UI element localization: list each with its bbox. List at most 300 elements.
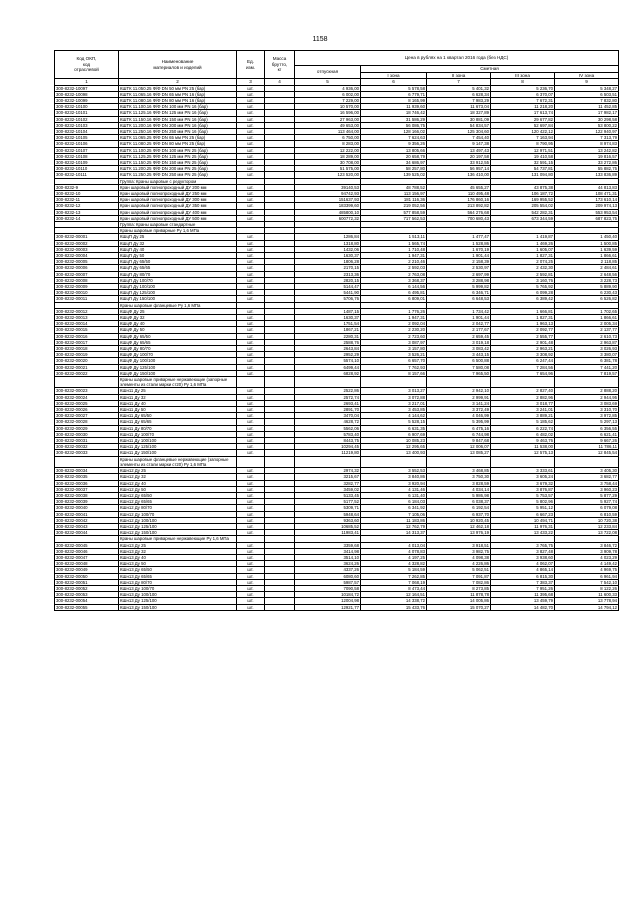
price-zone-3: 2 827,40 <box>491 388 555 394</box>
item-code: 300-8232-9 <box>55 184 119 190</box>
item-name: КШн13 Ду 25 <box>119 542 237 548</box>
item-code: 300-8232-00026 <box>55 407 119 413</box>
item-code: 300-8232-00044 <box>55 530 119 536</box>
price-zone-4: 8 974,83 <box>555 141 619 147</box>
item-unit: шт. <box>237 542 265 548</box>
price-zone-1: 1 710,48 <box>361 246 427 252</box>
item-unit: шт. <box>237 444 265 450</box>
price-zone-4: 3 909,78 <box>555 548 619 554</box>
price-zone-3: 5 185,62 <box>491 419 555 425</box>
price-zone-2: 3 918,51 <box>427 542 491 548</box>
price-zone-4: 30 298,58 <box>555 116 619 122</box>
item-unit: шт. <box>237 388 265 394</box>
price-zone-2: 6 346,71 <box>427 290 491 296</box>
price-zone-1: 10 085,23 <box>361 438 427 444</box>
item-unit: шт. <box>237 364 265 370</box>
item-code: 300-8232-00014 <box>55 321 119 327</box>
item-unit: шт. <box>237 296 265 302</box>
price-zone-2: 3 982,75 <box>427 548 491 554</box>
price-zone-4: 1 639,59 <box>555 246 619 252</box>
price-zone-2: 20 197,58 <box>427 153 491 159</box>
price-zone-2: 3 372,49 <box>427 407 491 413</box>
column-number: 3 <box>237 79 265 86</box>
header-code-line: отраслевой <box>74 67 99 73</box>
empty-cell <box>427 377 491 388</box>
price-zone-2: 2 659,45 <box>427 333 491 339</box>
price-zone-2: 2 999,91 <box>427 394 491 400</box>
item-unit: шт. <box>237 530 265 536</box>
price-zone-4: 3 972,85 <box>555 413 619 419</box>
price-zone-3: 7 672,31 <box>491 97 555 103</box>
price-zone-3: 3 679,32 <box>491 480 555 486</box>
price-zone-3: 1 469,26 <box>491 240 555 246</box>
price-zone-2: 3 141,24 <box>427 400 491 406</box>
price-zone-4: 6 621,41 <box>555 431 619 437</box>
item-name: КШТК 11.065.16 Ф/Ф DN 65 мм PN 16 (бар) <box>119 91 237 97</box>
price-zone-4: 7 542,10 <box>555 579 619 585</box>
price-release: 6828,92 <box>295 370 361 376</box>
item-unit: шт. <box>237 234 265 240</box>
price-release: 27 963,00 <box>295 116 361 122</box>
item-name: КШн11 Ду 100/100 <box>119 438 237 444</box>
price-zone-2: 6 500,88 <box>427 358 491 364</box>
item-name: КШцП Ду 65/50 <box>119 259 237 265</box>
price-zone-2: 2 158,39 <box>427 259 491 265</box>
header-code-line: код <box>82 61 91 67</box>
item-name: КШцП Ду 100/70 <box>119 277 237 283</box>
price-release: 12004,98 <box>295 598 361 604</box>
price-zone-3: 1 827,31 <box>491 252 555 258</box>
item-name: КШТК 11.150.25 Ф/Ф DN 150 мм PN 25 (бар) <box>119 159 237 165</box>
price-release: 3359,68 <box>295 542 361 548</box>
item-unit: шт. <box>237 159 265 165</box>
price-zone-4: 55 882,75 <box>555 166 619 172</box>
price-release: 8443,75 <box>295 438 361 444</box>
item-code: 300-8232-00017 <box>55 339 119 345</box>
price-zone-4: 19 816,57 <box>555 153 619 159</box>
price-zone-1: 6 495,81 <box>361 290 427 296</box>
price-zone-3: 6 482,02 <box>491 431 555 437</box>
table-row <box>55 604 619 610</box>
price-zone-4: 11 452,85 <box>555 104 619 110</box>
price-release: 2693,41 <box>295 400 361 406</box>
price-zone-4: 11 600,33 <box>555 592 619 598</box>
price-zone-2: 110 495,48 <box>427 190 491 196</box>
item-name: Кран шаровый полнопроходный ДУ 500 мм <box>119 215 237 221</box>
price-zone-4: 2 005,34 <box>555 321 619 327</box>
item-name: КШцФ Ду 80/70 <box>119 346 237 352</box>
item-unit: шт. <box>237 252 265 258</box>
price-release: 1432,06 <box>295 246 361 252</box>
table-row <box>55 172 619 178</box>
price-zone-2: 6 648,53 <box>427 296 491 302</box>
price-zone-2: 56 957,14 <box>427 166 491 172</box>
price-zone-1: 4 197,25 <box>361 554 427 560</box>
price-release: 5783,40 <box>295 431 361 437</box>
price-release: 5177,52 <box>295 499 361 505</box>
item-code: 300-8232-00015 <box>55 327 119 333</box>
item-code: 300-8232-10102 <box>55 116 119 122</box>
item-code: 300-8232-00027 <box>55 413 119 419</box>
price-zone-2: 6 475,16 <box>427 425 491 431</box>
item-unit: шт. <box>237 339 265 345</box>
price-zone-2: 2 530,97 <box>427 265 491 271</box>
price-zone-3: 1 963,13 <box>491 321 555 327</box>
price-zone-3: 131 094,80 <box>491 172 555 178</box>
price-zone-4: 13 722,08 <box>555 530 619 536</box>
item-name: КШцП Ду 50 <box>119 252 237 258</box>
item-unit: шт. <box>237 122 265 128</box>
price-zone-4: 2 944,95 <box>555 394 619 400</box>
item-unit: шт. <box>237 358 265 364</box>
price-zone-4: 173 610,14 <box>555 197 619 203</box>
item-unit: шт. <box>237 517 265 523</box>
item-code: 300-8232-00031 <box>55 438 119 444</box>
price-release: 113 464,00 <box>295 128 361 134</box>
price-zone-4: 6 381,78 <box>555 358 619 364</box>
section-title: Краны шаровые приварные нержавеющие Ру 1,6 МПа <box>119 536 237 542</box>
item-code: 300-8232-10108 <box>55 153 119 159</box>
price-release: 1487,15 <box>295 308 361 314</box>
price-release: 3470,04 <box>295 413 361 419</box>
header-mass-line: брутто, <box>271 61 288 67</box>
price-zone-1: 13 400,93 <box>361 450 427 456</box>
price-release: 30 708,00 <box>295 159 361 165</box>
price-release: 12921,77 <box>295 604 361 610</box>
price-zone-2: 11 673,04 <box>427 104 491 110</box>
price-zone-3: 3 333,61 <box>491 468 555 474</box>
item-code: 300-8232-10111 <box>55 172 119 178</box>
price-zone-3: 5 765,92 <box>491 284 555 290</box>
item-code: 300-8232-00010 <box>55 290 119 296</box>
price-zone-3: 3 241,01 <box>491 407 555 413</box>
item-code: 300-8232-00040 <box>55 505 119 511</box>
price-zone-2: 12 462,18 <box>427 523 491 529</box>
price-zone-4: 7 832,80 <box>555 97 619 103</box>
price-zone-1: 13 805,66 <box>361 147 427 153</box>
item-unit: шт. <box>237 259 265 265</box>
item-unit: шт. <box>237 85 265 91</box>
empty-cell <box>555 456 619 467</box>
item-name: КШн12 Ду 150/100 <box>119 530 237 536</box>
price-table <box>54 50 619 611</box>
item-code: 300-8232-10104 <box>55 128 119 134</box>
section-title: Краны шаровые приварные Ру 1,6 МПа <box>119 228 237 234</box>
price-zone-1: 1 776,26 <box>361 308 427 314</box>
item-code: 300-8232-00006 <box>55 265 119 271</box>
price-zone-2: 30 881,09 <box>427 116 491 122</box>
item-unit: шт. <box>237 209 265 215</box>
item-name: КШТК 11.100.25 Ф/Ф DN 100 мм PN 25 (бар) <box>119 147 237 153</box>
column-number: 5 <box>295 79 361 86</box>
price-release: 183399,60 <box>295 203 361 209</box>
item-unit: шт. <box>237 271 265 277</box>
price-zone-3: 3 765,75 <box>491 542 555 548</box>
price-zone-2: 125 304,60 <box>427 128 491 134</box>
price-zone-1: 12 762,79 <box>361 523 427 529</box>
item-code: 300-8232-10107 <box>55 147 119 153</box>
price-zone-2: 13 497,43 <box>427 147 491 153</box>
price-zone-1: 4 328,82 <box>361 561 427 567</box>
item-name: КШцП Ду 80/70 <box>119 271 237 277</box>
price-zone-1: 8 473,44 <box>361 585 427 591</box>
price-zone-2: 2 697,99 <box>427 271 491 277</box>
item-name: КШТК 11.125.25 Ф/Ф DN 125 мм PN 25 (бар) <box>119 153 237 159</box>
price-zone-3: 11 976,31 <box>491 523 555 529</box>
price-release: 1286,84 <box>295 234 361 240</box>
price-zone-3: 7 951,26 <box>491 585 555 591</box>
item-unit: шт. <box>237 474 265 480</box>
price-zone-3: 5 753,57 <box>491 492 555 498</box>
item-code: 300-8232-00009 <box>55 284 119 290</box>
price-release: 49 653,00 <box>295 122 361 128</box>
section-title: Краны шаровые фланцевые Ру 1,6 МПа <box>119 302 237 308</box>
price-zone-1: 3 087,97 <box>361 339 427 345</box>
price-zone-1: 6 341,92 <box>361 505 427 511</box>
item-unit: шт. <box>237 166 265 172</box>
price-zone-2: 6 628,34 <box>427 91 491 97</box>
price-zone-1: 6 184,03 <box>361 499 427 505</box>
price-zone-2: 4 098,38 <box>427 554 491 560</box>
price-zone-1: 3 368,37 <box>361 277 427 283</box>
price-release: 10685,52 <box>295 523 361 529</box>
price-zone-3: 13 459,79 <box>491 598 555 604</box>
price-release: 18 289,00 <box>295 153 361 159</box>
price-zone-3: 9 463,76 <box>491 438 555 444</box>
price-zone-1: 34 686,97 <box>361 159 427 165</box>
price-zone-2: 6 744,98 <box>427 431 491 437</box>
item-name: КШн13 Ду 100/100 <box>119 592 237 598</box>
item-unit: шт. <box>237 604 265 610</box>
item-unit: шт. <box>237 505 265 511</box>
price-release: 1318,80 <box>295 240 361 246</box>
header-zone: IV зона <box>555 72 619 79</box>
price-zone-3: 6 667,23 <box>491 511 555 517</box>
item-unit: шт. <box>237 327 265 333</box>
price-release: 2313,36 <box>295 271 361 277</box>
price-zone-3: 4 062,07 <box>491 561 555 567</box>
price-zone-4: 4 023,29 <box>555 554 619 560</box>
item-code: 300-8232-00024 <box>55 394 119 400</box>
price-zone-2: 5 986,98 <box>427 492 491 498</box>
price-zone-4: 13 242,82 <box>555 147 619 153</box>
price-zone-2: 4 226,86 <box>427 561 491 567</box>
item-code: 300-8232-00051 <box>55 579 119 585</box>
item-code: 300-8232-00022 <box>55 370 119 376</box>
price-zone-3: 169 955,52 <box>491 197 555 203</box>
price-zone-1: 717 562,53 <box>361 215 427 221</box>
price-zone-2: 176 860,16 <box>427 197 491 203</box>
price-zone-4: 53 800,22 <box>555 122 619 128</box>
price-zone-1: 6 144,56 <box>361 284 427 290</box>
price-zone-4: 687 823,75 <box>555 215 619 221</box>
header-code <box>55 51 119 79</box>
item-code: 300-8232-11 <box>55 197 119 203</box>
item-name: КШТК 11.065.25 Ф/Ф DN 65 мм PN 25 (бар) <box>119 135 237 141</box>
price-zone-2: 4 034,14 <box>427 486 491 492</box>
item-name: КШн12 Ду 40 <box>119 480 237 486</box>
item-name: КШн13 Ду 50 <box>119 561 237 567</box>
item-name: КШн11 Ду 150/100 <box>119 450 237 456</box>
price-zone-3: 8 790,95 <box>491 141 555 147</box>
item-unit: шт. <box>237 425 265 431</box>
item-name: КШТК 11.080.16 Ф/Ф DN 80 мм PN 16 (бар) <box>119 97 237 103</box>
item-code: 300-8232-00004 <box>55 252 119 258</box>
item-unit: шт. <box>237 592 265 598</box>
price-zone-4: 8 122,26 <box>555 585 619 591</box>
price-release: 2820,15 <box>295 277 361 283</box>
price-zone-1: 7 762,93 <box>361 364 427 370</box>
price-release: 7 229,00 <box>295 97 361 103</box>
item-unit: шт. <box>237 172 265 178</box>
item-unit: шт. <box>237 97 265 103</box>
price-zone-2: 7 454,40 <box>427 135 491 141</box>
price-zone-3: 12 971,51 <box>491 147 555 153</box>
price-zone-4: 6 230,43 <box>555 290 619 296</box>
price-zone-2: 7 965,50 <box>427 370 491 376</box>
item-unit: шт. <box>237 147 265 153</box>
price-zone-2: 1 528,86 <box>427 240 491 246</box>
price-zone-3: 7 284,56 <box>491 364 555 370</box>
item-unit: шт. <box>237 511 265 517</box>
item-name: Кран шаровый полнопроходный ДУ 200 мм <box>119 184 237 190</box>
item-unit: шт. <box>237 468 265 474</box>
item-unit: шт. <box>237 203 265 209</box>
price-zone-4: 1 450,40 <box>555 234 619 240</box>
price-release: 9363,60 <box>295 517 361 523</box>
price-zone-4: 10 720,38 <box>555 517 619 523</box>
price-zone-1: 3 526,21 <box>361 352 427 358</box>
item-name: КШн13 Ду 40 <box>119 554 237 560</box>
item-name: КШн11 Ду 65/65 <box>119 419 237 425</box>
item-unit: шт. <box>237 284 265 290</box>
price-release: 485800,10 <box>295 209 361 215</box>
item-code: 300-8232-10106 <box>55 141 119 147</box>
price-release: 6080,60 <box>295 573 361 579</box>
price-zone-3: 12 575,13 <box>491 450 555 456</box>
item-unit: шт. <box>237 141 265 147</box>
item-name: КШТК 11.200.25 Ф/Ф DN 200 мм PN 25 (бар) <box>119 166 237 172</box>
price-zone-3: 6 247,44 <box>491 358 555 364</box>
empty-cell <box>491 456 555 467</box>
price-release: 5562,06 <box>295 425 361 431</box>
price-zone-1: 6 657,70 <box>361 358 427 364</box>
price-zone-1: 2 763,08 <box>361 271 427 277</box>
price-zone-3: 7 383,37 <box>491 579 555 585</box>
item-name: КШн11 Ду 32 <box>119 394 237 400</box>
price-release: 5441,90 <box>295 290 361 296</box>
price-zone-4: 13 778,94 <box>555 598 619 604</box>
price-release: 6 750,00 <box>295 135 361 141</box>
price-zone-4: 3 682,77 <box>555 474 619 480</box>
item-unit: шт. <box>237 407 265 413</box>
section-title: Краны шаровые фланцевые нержавеющие (запорные элементы из стали марки ст20) Ру 1,6 МПа <box>119 456 237 467</box>
item-name: КШТК 11.250.16 Ф/Ф DN 250 мм PN 16 (бар) <box>119 128 237 134</box>
price-zone-1: 20 658,79 <box>361 153 427 159</box>
price-zone-2: 2 177,67 <box>427 327 491 333</box>
price-zone-4: 2 888,20 <box>555 388 619 394</box>
header-price-group: Цена в рублях на 1 квартал 2016 года (без НДС) <box>295 51 619 66</box>
price-zone-4: 1 866,61 <box>555 315 619 321</box>
column-number: 7 <box>427 79 491 86</box>
price-zone-1: 11 183,86 <box>361 517 427 523</box>
item-name: КШТК 11.150.16 Ф/Ф DN 150 мм PN 16 (бар) <box>119 116 237 122</box>
item-unit: шт. <box>237 450 265 456</box>
item-code: 300-8232-00019 <box>55 352 119 358</box>
item-code: 300-8232-00047 <box>55 554 119 560</box>
price-zone-2: 6 038,37 <box>427 499 491 505</box>
price-release: 3282,77 <box>295 480 361 486</box>
header-name-line: материалов и изделий <box>153 64 202 70</box>
price-release: 5948,64 <box>295 511 361 517</box>
price-zone-4: 3 228,73 <box>555 277 619 283</box>
price-zone-1: 6 131,40 <box>361 492 427 498</box>
price-zone-1: 48 788,52 <box>361 184 427 190</box>
price-zone-2: 5 062,51 <box>427 567 491 573</box>
section-title: Группа: Краны шаровые с редуктором <box>119 178 237 184</box>
price-zone-4: 6 810,59 <box>555 511 619 517</box>
price-release: 2952,29 <box>295 352 361 358</box>
item-name: КШцФ Ду 125/100 <box>119 364 237 370</box>
price-zone-1: 4 078,83 <box>361 548 427 554</box>
price-zone-3: 2 074,25 <box>491 259 555 265</box>
price-release: 600772,32 <box>295 215 361 221</box>
item-name: КШн11 Ду 80/70 <box>119 425 237 431</box>
empty-cell <box>295 377 361 388</box>
price-release: 3215,67 <box>295 474 361 480</box>
price-release: 3414,98 <box>295 548 361 554</box>
item-unit: шт. <box>237 153 265 159</box>
price-zone-2: 2 942,10 <box>427 388 491 394</box>
item-code: 300-8232-00048 <box>55 561 119 567</box>
header-unit <box>237 51 265 79</box>
price-zone-4: 553 953,54 <box>555 209 619 215</box>
price-zone-3: 5 236,70 <box>491 85 555 91</box>
price-zone-1: 139 525,02 <box>361 172 427 178</box>
item-unit: шт. <box>237 315 265 321</box>
price-zone-3: 11 395,68 <box>491 592 555 598</box>
empty-cell <box>265 456 295 467</box>
item-unit: шт. <box>237 104 265 110</box>
item-code: 300-8232-00036 <box>55 480 119 486</box>
price-zone-4: 3 310,70 <box>555 407 619 413</box>
item-code: 300-8232-00054 <box>55 598 119 604</box>
item-name: КШцФ Ду 25 <box>119 308 237 314</box>
item-name: КШн12 Ду 100/70 <box>119 511 237 517</box>
item-code: 300-8232-00042 <box>55 517 119 523</box>
price-release: 3624,26 <box>295 561 361 567</box>
item-name: КШцП Ду 150/100 <box>119 296 237 302</box>
empty-cell <box>237 456 265 467</box>
price-release: 10184,72 <box>295 592 361 598</box>
item-unit: шт. <box>237 499 265 505</box>
price-zone-1: 2 592,03 <box>361 265 427 271</box>
item-name: КШцФ Ду 150/100 <box>119 370 237 376</box>
price-zone-1: 2 723,60 <box>361 333 427 339</box>
price-zone-4: 7 313,79 <box>555 135 619 141</box>
price-zone-1: 14 313,37 <box>361 530 427 536</box>
item-name: КШн11 Ду 40 <box>119 400 237 406</box>
price-release: 2588,76 <box>295 339 361 345</box>
item-code: 300-8232-10109 <box>55 159 119 165</box>
price-zone-1: 113 156,97 <box>361 190 427 196</box>
price-zone-3: 1 827,31 <box>491 315 555 321</box>
item-name: КШн13 Ду 32 <box>119 548 237 554</box>
header-unit-line: изм. <box>245 64 256 70</box>
item-unit: шт. <box>237 480 265 486</box>
price-zone-4: 14 794,12 <box>555 604 619 610</box>
item-name: КШн11 Ду 100/70 <box>119 431 237 437</box>
